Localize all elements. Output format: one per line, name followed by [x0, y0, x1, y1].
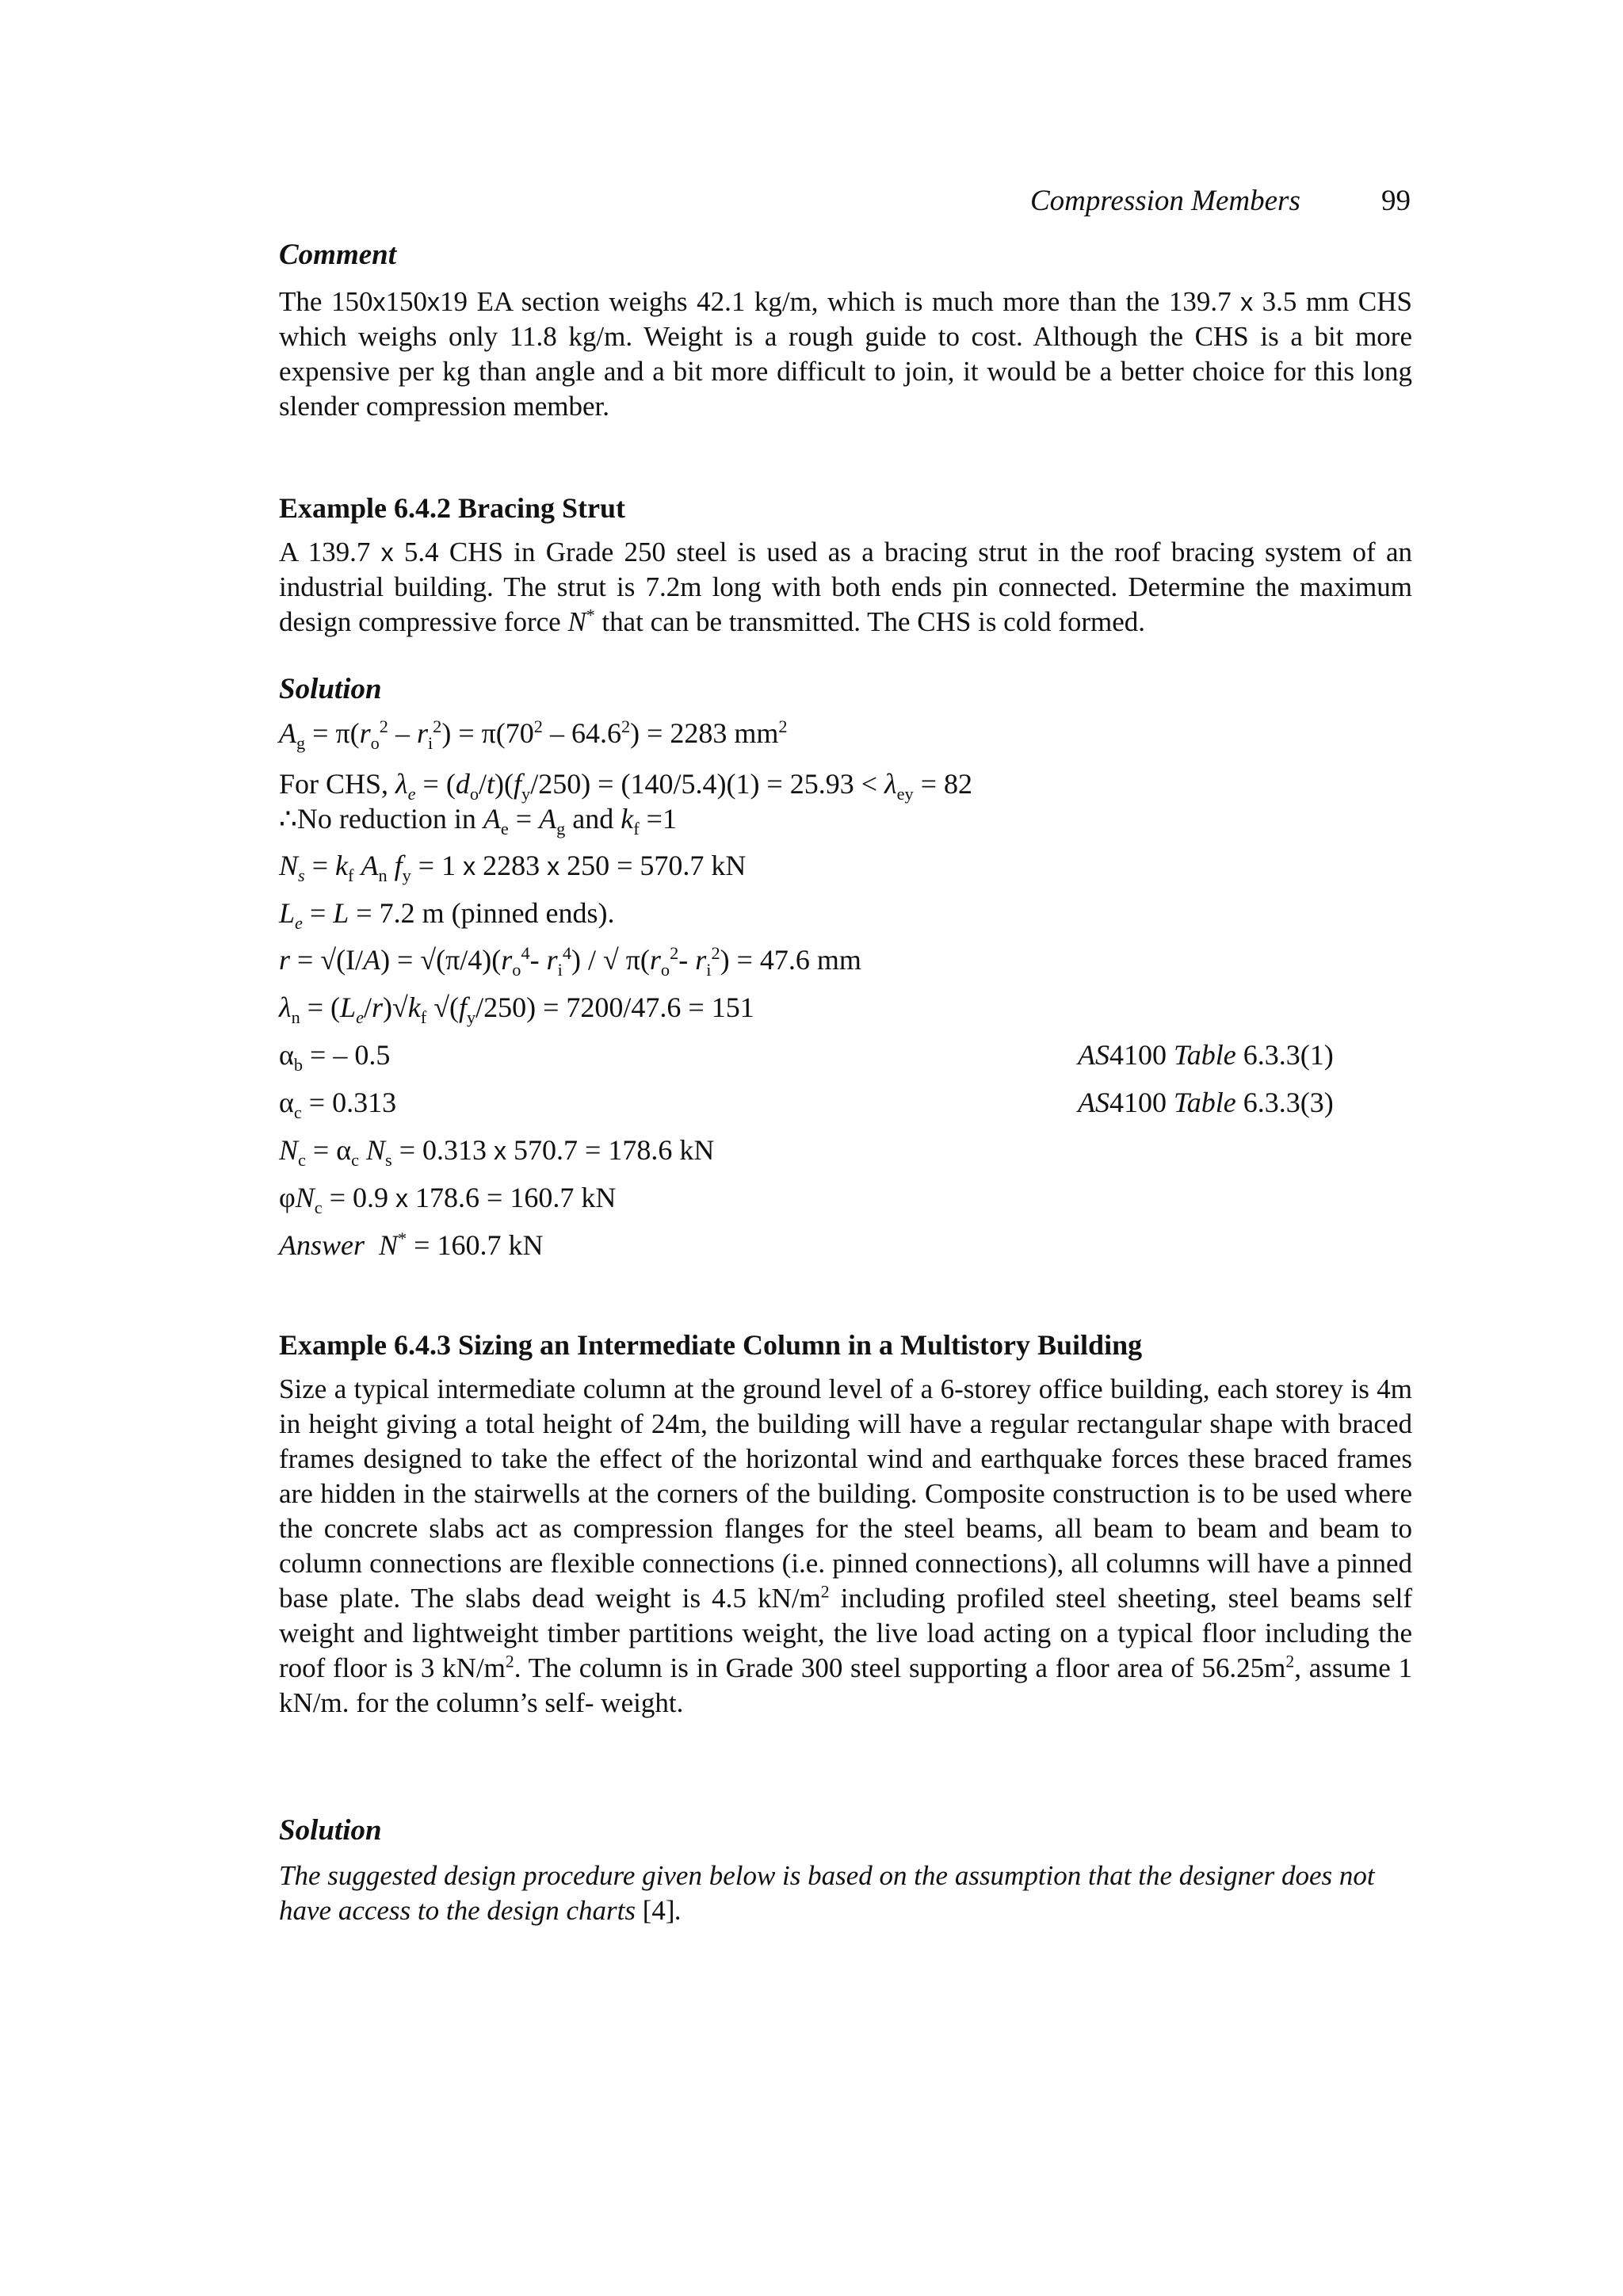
- running-title: Compression Members: [1030, 185, 1300, 217]
- running-header: [1030, 184, 1411, 222]
- page-number: 99: [1381, 185, 1411, 217]
- equation-design-capacity: $\varphi N_c = 0.9$ x 178.6 = 160.7 kN: [279, 1182, 617, 1218]
- equation-section-capacity: $N_s = k_f$ $A_n$ $f_y = 1$ x 2283 x 250 = 570.7 kN: [279, 850, 747, 886]
- equation-slenderness: For CHS, $\lambda_e = (d_o/t)(f_y/250) = (140/5.4)(1) = 25.93 < \lambda_{ey} = 82$: [279, 768, 973, 804]
- solution-heading-642: Solution: [279, 673, 382, 705]
- reference-table-1: AS4100 Table 6.3.3(1): [1078, 1039, 1334, 1071]
- solution-note: The suggested design procedure given below is based on the assumption that the designer does not have access to the design charts [4].: [279, 1860, 1375, 1926]
- comment-paragraph: The 150x150x19 EA section weighs 42.1 kg/m, which is much more than the 139.7 x 3.5 mm CHS which weighs only 11.8 kg/m. Weight is a rough guide to cost. Although the CHS is a bit more expensive per kg than angle and a bit more difficult to join, it would be a better choice for this long slender compression member.: [279, 286, 1412, 422]
- equation-effective-length: $L_e = L = 7.2$ m (pinned ends).: [279, 897, 615, 934]
- reference-table-3: AS4100 Table 6.3.3(3): [1078, 1087, 1334, 1118]
- equation-member-capacity: $N_c = \alpha_c$ $N_s = 0.313$ x 570.7 = 178.6 kN: [279, 1134, 715, 1171]
- example-642-paragraph: A 139.7 x 5.4 CHS in Grade 250 steel is used as a bracing strut in the roof bracing system of an industrial building. The strut is 7.2m long with both ends pin connected. Determine the maximum design compressive force N* that can be transmitted. The CHS is cold formed.: [279, 537, 1412, 637]
- example-643-heading: Example 6.4.3 Sizing an Intermediate Column in a Multistory Building: [279, 1329, 1143, 1361]
- equation-no-reduction: ∴No reduction in $A_e = A_g$ and $k_f =1$: [279, 803, 677, 839]
- equation-alpha-c: $\alpha_c = 0.313$: [279, 1087, 397, 1123]
- answer-line: Answer N* = 160.7 kN: [279, 1228, 544, 1261]
- equation-modified-slenderness: $\lambda_n = (L_e/r)√k_f$ $√(f_y/250) = 7200/47.6 = 151$: [279, 991, 754, 1028]
- equation-gross-area: $A_g = \pi(r_o^2 - r_i^2) = \pi(70^2 - 64.6^2) = 2283$ $mm^2$: [279, 716, 788, 754]
- comment-heading: Comment: [279, 239, 397, 271]
- example-643-paragraph: Size a typical intermediate column at the ground level of a 6-storey office building, each storey is 4m in height giving a total height of 24m, the building will have a regular rectangular shape with braced frames designed to take the effect of the horizontal wind and earthquake forces these braced frames are hidden in the stairwells at the corners of the building. Composite construction is to be used where the concrete slabs act as compression flanges for the steel beams, all beam to beam and beam to column connections are flexible connections (i.e. pinned connections), all columns will have a pinned base plate. The slabs dead weight is 4.5 $kN/m^2$ including profiled steel sheeting, steel beams self weight and lightweight timber partitions weight, the live load acting on a typical floor including the roof floor is 3 $kN/m^2$. The column is in Grade 300 steel supporting a floor area of $56.25m^2$, assume 1 kN/m. for the column’s self- weight.: [279, 1373, 1412, 1718]
- example-642-heading: Example 6.4.2 Bracing Strut: [279, 492, 625, 524]
- equation-radius-gyration: $r = √(I/A) = √(\pi/4)(r_o^4-$ $r_i^4$) / √ $\pi(r_o^2-$ $r_i^2) = 47.6$ mm: [279, 943, 861, 980]
- equation-alpha-b: $\alpha_b$ = – 0.5: [279, 1039, 391, 1075]
- solution-heading-643: Solution: [279, 1814, 382, 1847]
